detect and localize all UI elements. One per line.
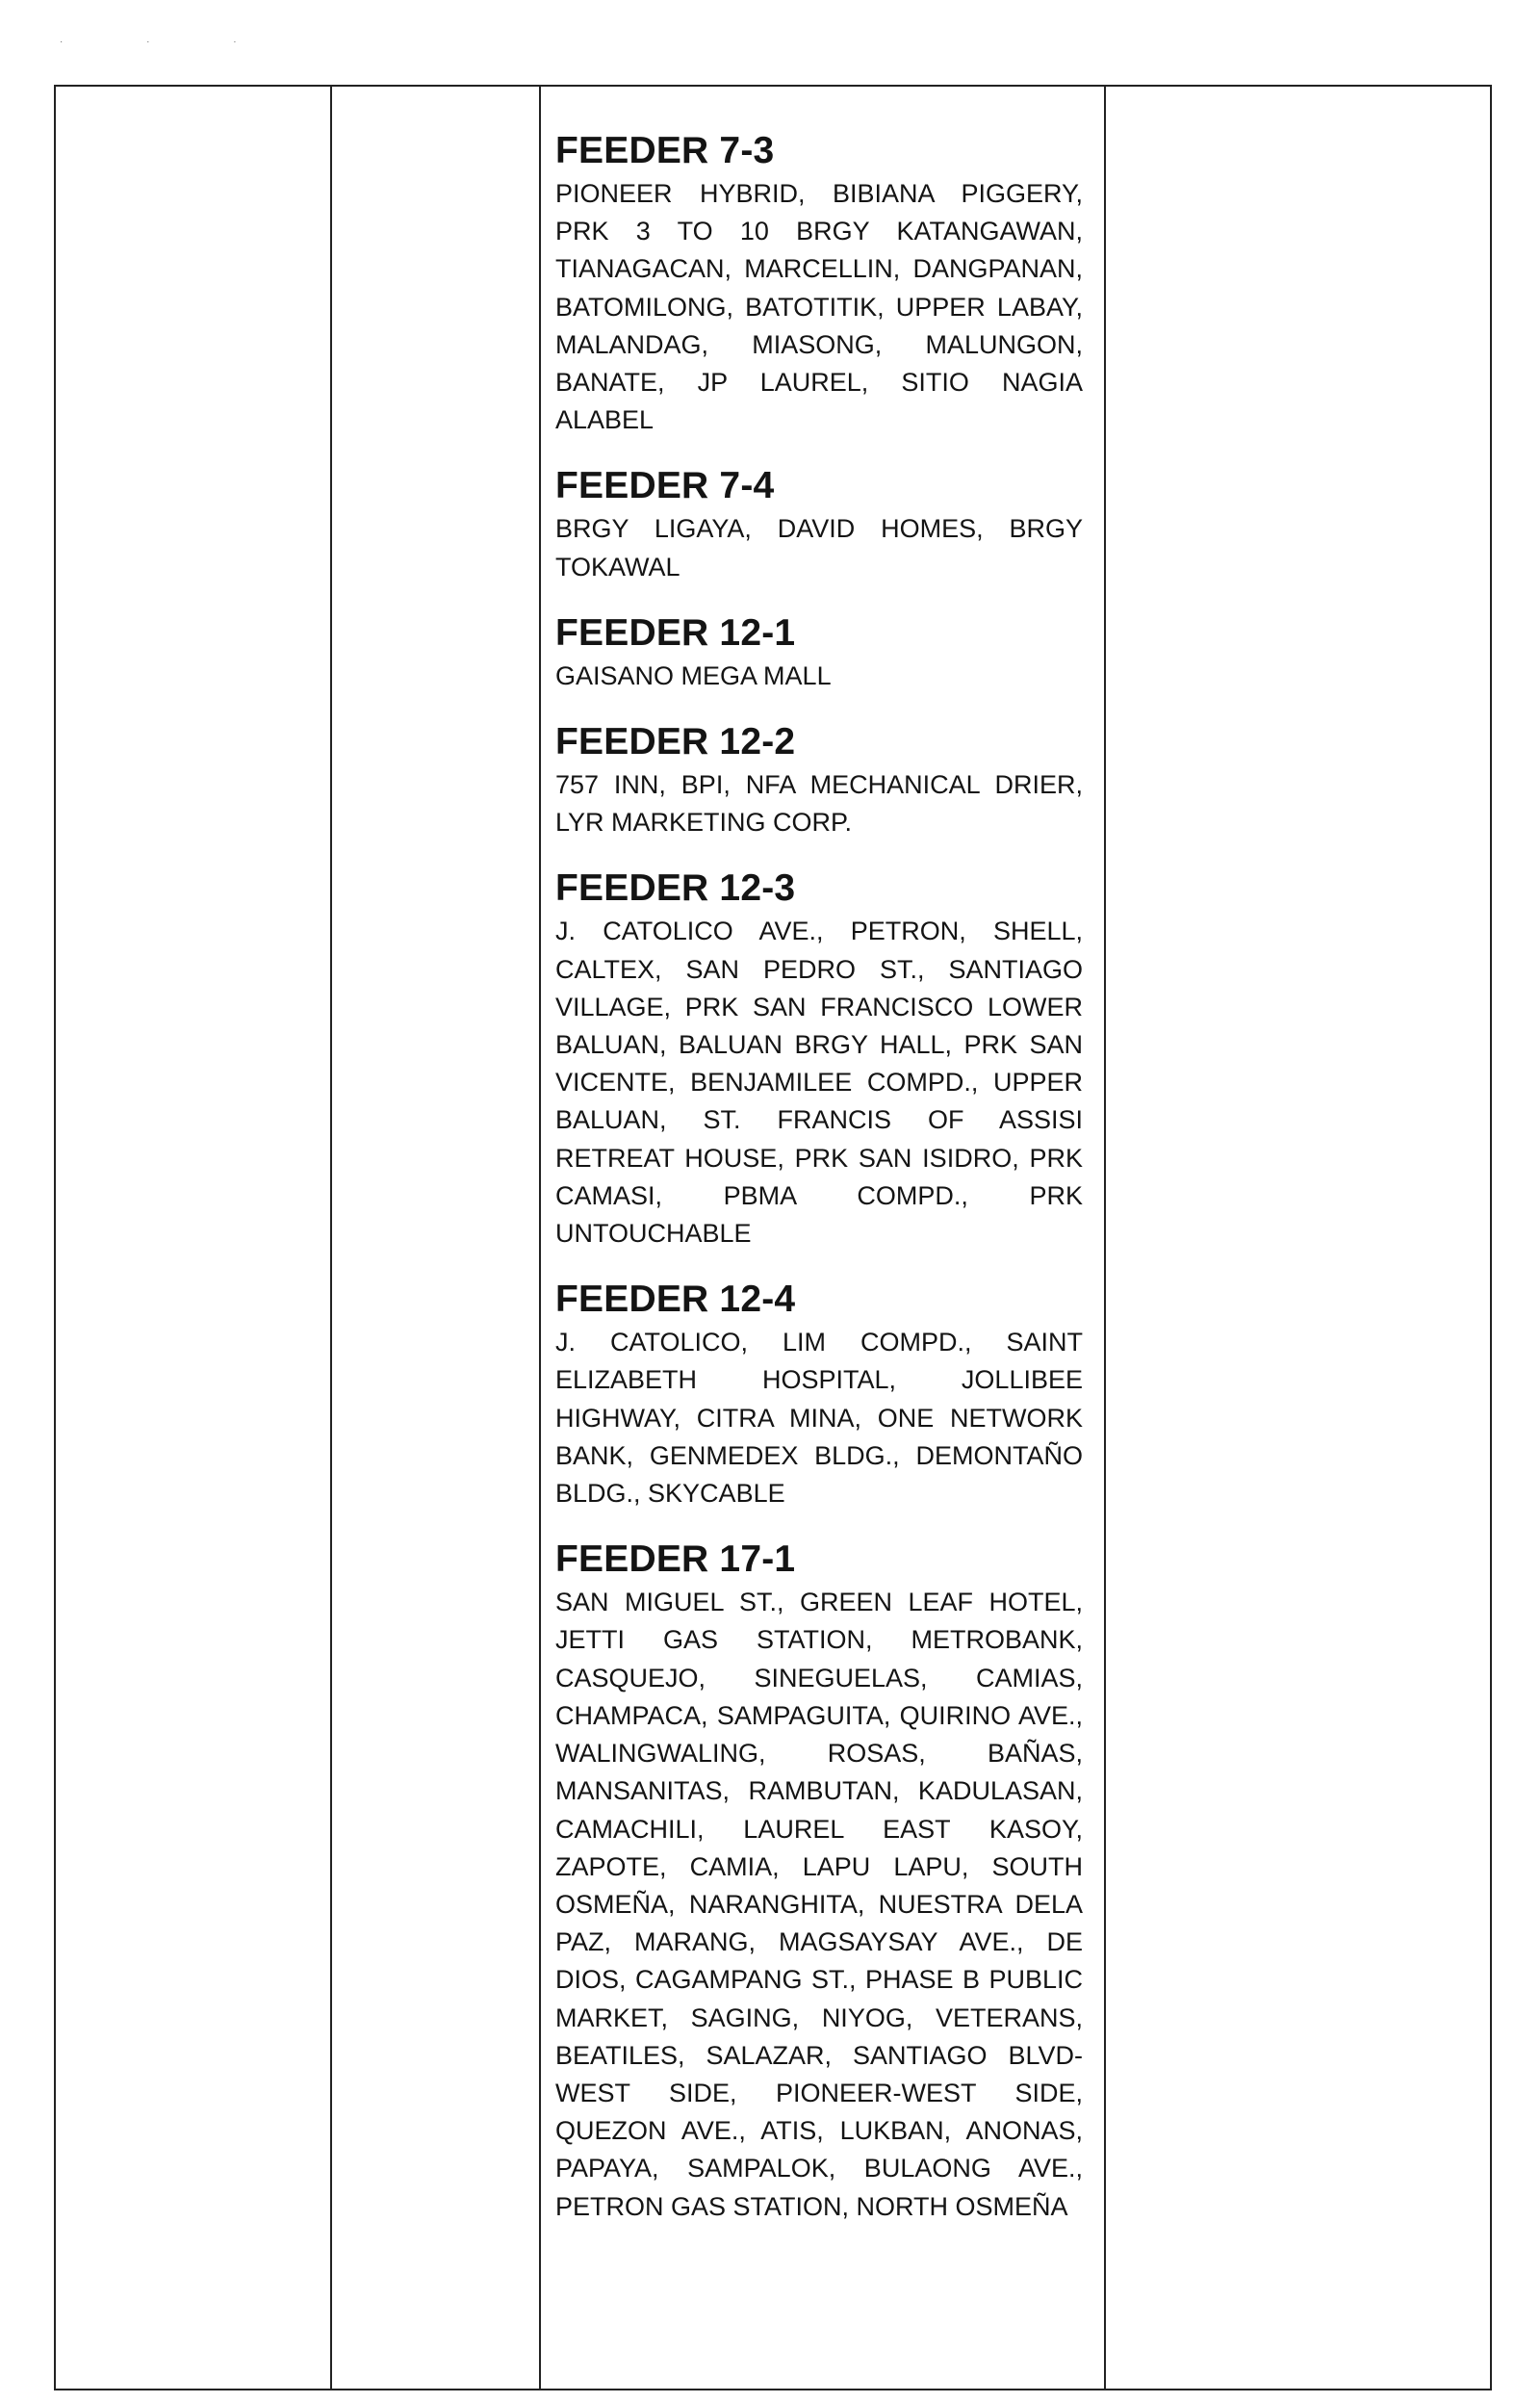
table-row [55,86,1491,2390]
feeder-block [555,464,1083,585]
feeder-areas: J. CATOLICO AVE., PETRON, SHELL, CALTEX, SAN PEDRO ST., SANTIAGO VILLAGE, PRK SAN FRANCISCO LOWER BALUAN, BALUAN BRGY HALL, PRK SAN VICENTE, BENJAMILEE COMPD., UPPER BALUAN, ST. FRANCIS OF ASSISI RETREAT HOUSE, PRK SAN ISIDRO, PRK CAMASI, PBMA COMPD., PRK UNTOUCHABLE [555,917,1083,1249]
feeder-block [555,611,1083,695]
schedule-table [54,85,1492,2390]
feeder-title: FEEDER 7-3 [555,130,775,171]
table-cell-blank-1 [55,86,331,2390]
scan-artifact-dots: · · · [60,37,277,47]
feeder-title: FEEDER 12-3 [555,867,796,910]
feeder-block [555,866,1083,1253]
feeder-areas: BRGY LIGAYA, DAVID HOMES, BRGY TOKAWAL [555,514,1083,581]
feeder-title: FEEDER 12-4 [555,1279,796,1321]
feeder-title: FEEDER 7-4 [555,465,775,507]
feeder-areas: PIONEER HYBRID, BIBIANA PIGGERY, PRK 3 TO 10 BRGY KATANGAWAN, TIANAGACAN, MARCELLIN, DANGPANAN, BATOMILONG, BATOTITIK, UPPER LABAY, MALANDAG, MIASONG, MALUNGON, BANATE, JP LAUREL, SITIO NAGIA ALABEL [555,179,1083,435]
feeder-areas: SAN MIGUEL ST., GREEN LEAF HOTEL, JETTI GAS STATION, METROBANK, CASQUEJO, SINEGUELAS, CAMIAS, CHAMPACA, SAMPAGUITA, QUIRINO AVE., WALINGWALING, ROSAS, BAÑAS, MANSANITAS, RAMBUTAN, KADULASAN, CAMACHILI, LAUREL EAST KASOY, ZAPOTE, CAMIA, LAPU LAPU, SOUTH OSMEÑA, NARANGHITA, NUESTRA DELA PAZ, MARANG, MAGSAYSAY AVE., DE DIOS, CAGAMPANG ST., PHASE B PUBLIC MARKET, SAGING, NIYOG, VETERANS, BEATILES, SALAZAR, SANTIAGO BLVD-WEST SIDE, PIONEER-WEST SIDE, QUEZON AVE., ATIS, LUKBAN, ANONAS, PAPAYA, SAMPALOK, BULAONG AVE., PETRON GAS STATION, NORTH OSMEÑA [555,1588,1083,2221]
feeder-block [555,720,1083,841]
feeder-title: FEEDER 12-2 [555,721,796,763]
table-cell-blank-4 [1105,86,1491,2390]
feeder-areas: J. CATOLICO, LIM COMPD., SAINT ELIZABETH HOSPITAL, JOLLIBEE HIGHWAY, CITRA MINA, ONE NETWORK BANK, GENMEDEX BLDG., DEMONTAÑO BLDG., SKYCABLE [555,1328,1083,1509]
feeder-title: FEEDER 17-1 [555,1538,796,1581]
feeder-block [555,1278,1083,1512]
feeder-areas: 757 INN, BPI, NFA MECHANICAL DRIER, LYR MARKETING CORP. [555,770,1083,838]
feeder-areas: GAISANO MEGA MALL [555,660,832,690]
feeder-title: FEEDER 12-1 [555,611,796,654]
table-cell-blank-2 [331,86,540,2390]
feeder-block [555,129,1083,439]
feeder-list [541,87,1104,2226]
affected-areas-cell [540,86,1105,2390]
feeder-block [555,1537,1083,2225]
